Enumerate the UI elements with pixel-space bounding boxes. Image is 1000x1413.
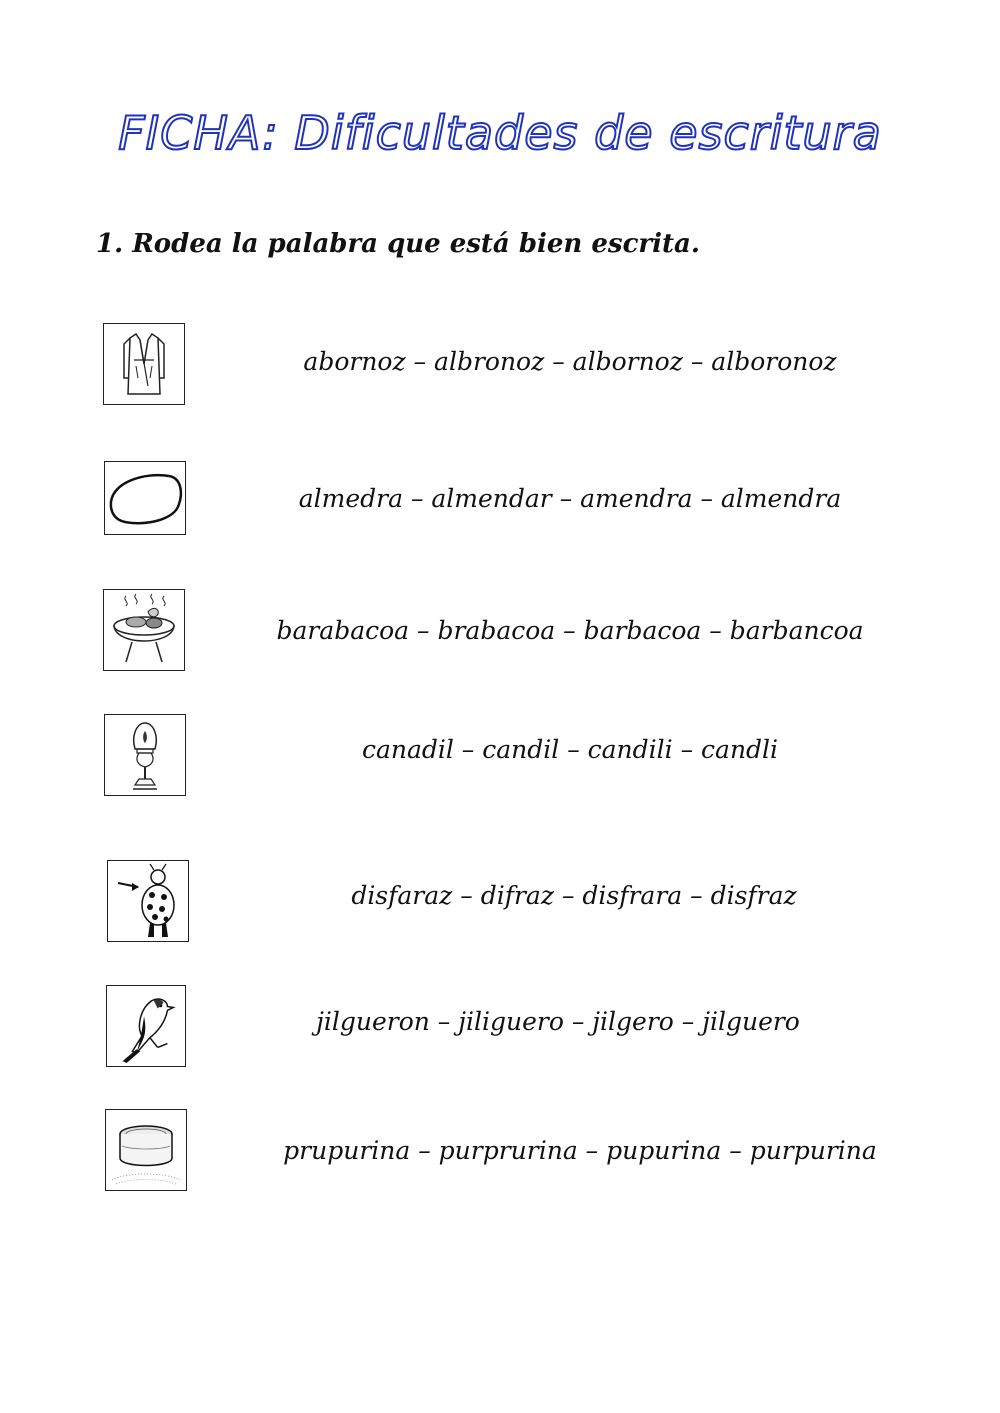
word-options-7[interactable]: prupurina – purprurina – pupurina – purpurina xyxy=(283,1136,877,1165)
almond-icon xyxy=(104,461,186,535)
word-options-2[interactable]: almedra – almendar – amendra – almendra xyxy=(298,484,842,513)
ladybug-costume-icon xyxy=(107,860,189,942)
word-options-1[interactable]: abornoz – albronoz – albornoz – alboronoz xyxy=(303,347,837,376)
oil-lamp-icon xyxy=(104,714,186,796)
word-options-3[interactable]: barabacoa – brabacoa – barbacoa – barbancoa xyxy=(276,616,864,645)
bathrobe-icon xyxy=(103,323,185,405)
word-options-4[interactable]: canadil – candil – candili – candli xyxy=(361,735,779,764)
exercise-instruction: 1. Rodea la palabra que está bien escrita. xyxy=(96,229,700,259)
page-title: FICHA: Dificultades de escritura xyxy=(118,106,882,160)
barbecue-icon xyxy=(103,589,185,671)
word-options-5[interactable]: disfaraz – difraz – disfrara – disfraz xyxy=(351,881,797,910)
glitter-jar-icon xyxy=(105,1109,187,1191)
word-options-6[interactable]: jilgueron – jiliguero – jilgero – jilguero xyxy=(316,1007,800,1036)
goldfinch-icon xyxy=(106,985,186,1067)
